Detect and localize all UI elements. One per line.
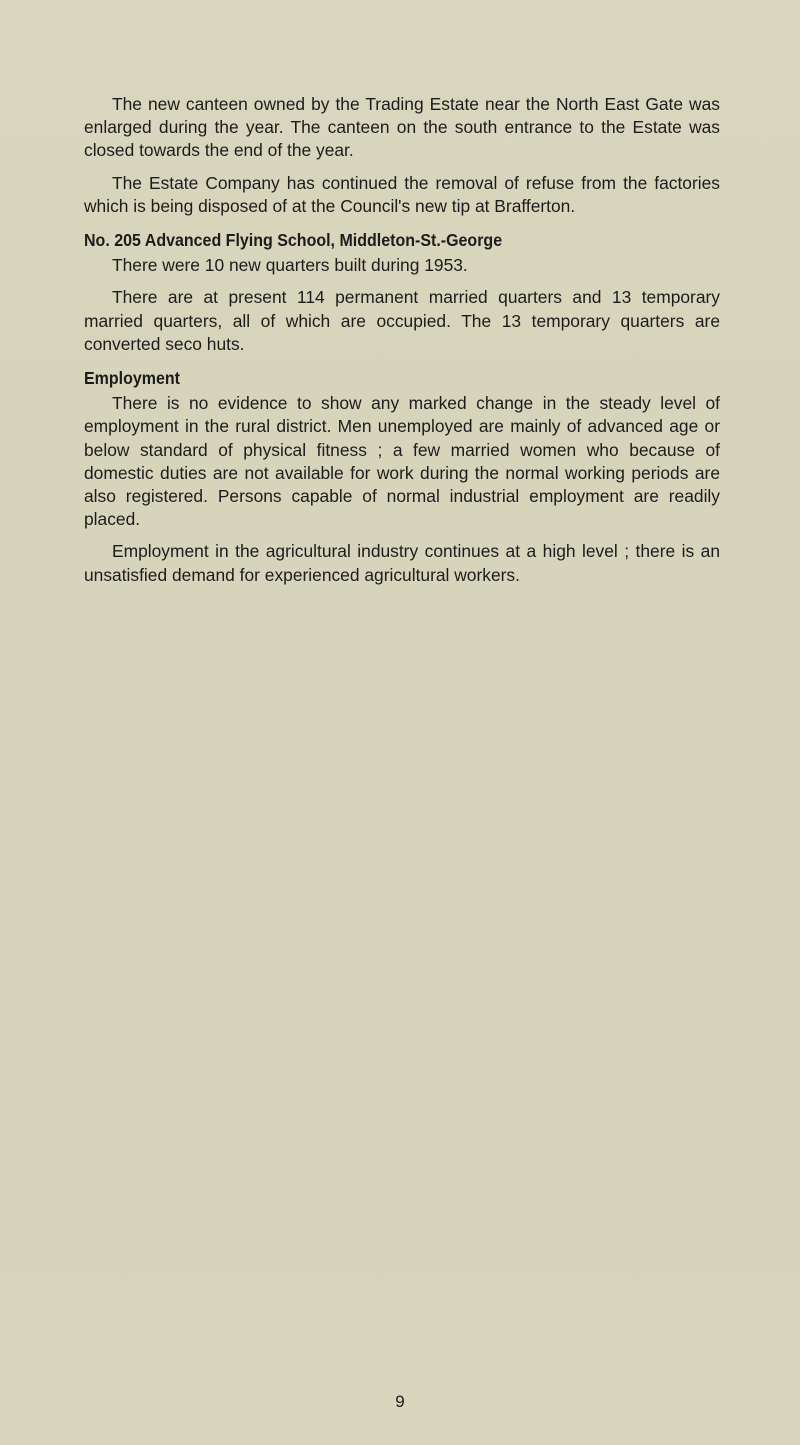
page-body xyxy=(84,93,720,596)
paragraph-canteen: The new canteen owned by the Trading Estate near the North East Gate was enlarged during the year. The canteen on the south entrance to the Estate was closed towards the end of the year. xyxy=(84,94,720,161)
employment-heading: Employment xyxy=(84,368,181,389)
paragraph-employment-level: There is no evidence to show any marked change in the steady level of employment in the rural district. Men unemployed are mainly of advanced age or below standard of physical fitness ; a few married women who because of domestic duties are not available for work during the normal working periods are also registered. Persons capable of normal industrial employment are readily placed. xyxy=(84,393,720,530)
intro-section xyxy=(84,93,720,218)
page-number: 9 xyxy=(395,1392,405,1411)
flying-school-heading: No. 205 Advanced Flying School, Middleton-St.-George xyxy=(84,230,503,251)
flying-school-section xyxy=(84,229,720,356)
paragraph-agricultural: Employment in the agricultural industry continues at a high level ; there is an unsatisfied demand for experienced agricultural workers. xyxy=(84,541,720,585)
paragraph-refuse: The Estate Company has continued the removal of refuse from the factories which is being disposed of at the Council's new tip at Brafferton. xyxy=(84,172,720,216)
employment-section xyxy=(84,367,720,587)
paragraph-new-quarters: There were 10 new quarters built during 1953. xyxy=(112,255,468,276)
paragraph-married-quarters: There are at present 114 permanent married quarters and 13 temporary married quarters, all of which are occupied. The 13 temporary quarters are converted seco huts. xyxy=(84,287,720,354)
